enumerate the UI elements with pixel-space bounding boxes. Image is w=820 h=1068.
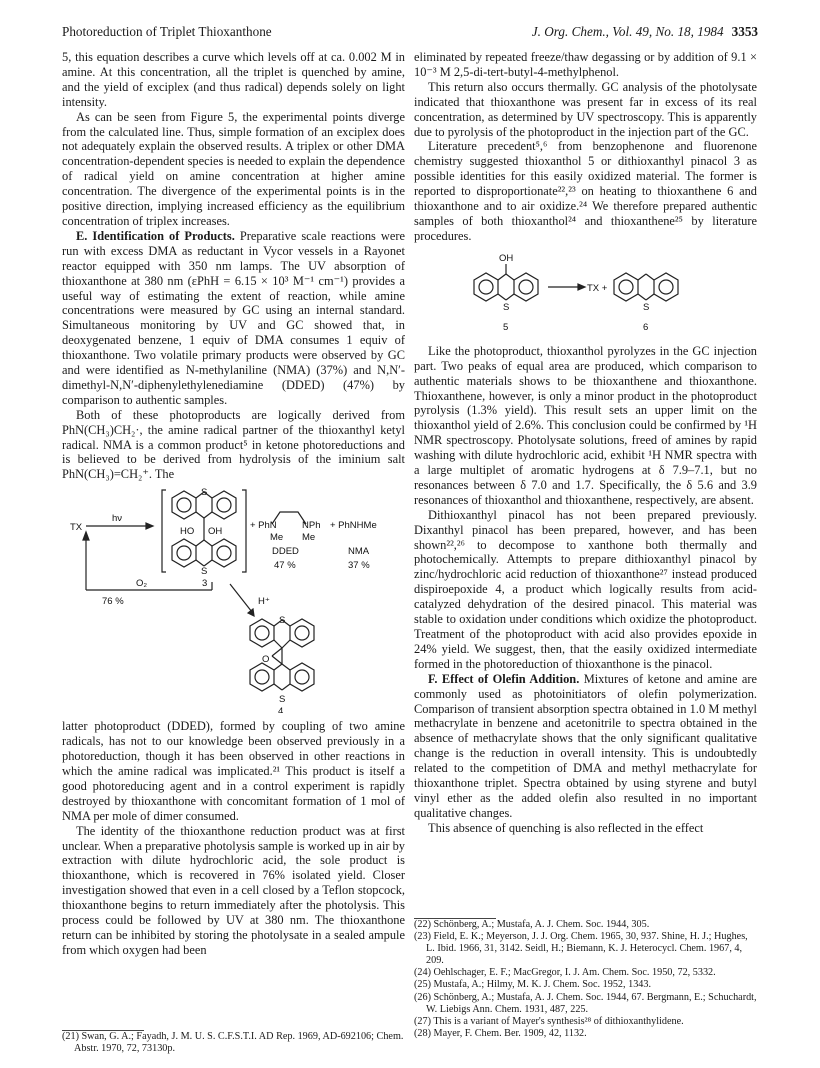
scheme-label-s: S	[201, 488, 208, 499]
paragraph: Literature precedent⁵,⁶ from benzophenone and fluorenone chemistry suggested thioxanthol 5 or dithioxanthyl pinacol 3 as possible identities for this easily oxidized material. The former is reported to disproportionate²²,²³ on heating to thioxanthene 6 and thioxanthone and to air oxidize.²⁴ We therefore prepared authentic samples of both thioxanthol²⁴ and thioxanthene²⁵ by literature procedures.	[414, 139, 757, 243]
footnotes-left	[62, 1024, 405, 1055]
scheme-label-nma-yield: 37 %	[348, 560, 370, 572]
footnote: (25) Mustafa, A.; Hilmy, M. K. J. Chem. Soc. 1952, 1343.	[414, 979, 652, 991]
section-f-text: Mixtures of ketone and amine are commonly used as photoinitiators of olefin polymerization. Comparison of transient absorption spectra obtained in 1.0 M methyl methacrylate in benzene and acetonitrile to spectra obtained in the absence of methacrylate shows that the only significant qualitative change is the reduction in overall intensity. This is undoubtedly related to the competition of DMA and methyl methacrylate for thioxanthone triplet. Spectra obtained by using styrene and butyl vinyl ether as the added olefin also resulted in no important qualitative changes.	[414, 671, 757, 820]
scheme2-label-oh: OH	[499, 252, 514, 264]
paragraph: Like the photoproduct, thioxanthol pyrolyzes in the GC injection part. Two peaks of equal area are produced, which comparison to authentic materials shows to be thioxanthene and thioxanthone. Thioxanthene, however, is only a minor product in the photoproduct pyrolysis (1.3% yield). This result sets an upper limit on the thioxanthol yield of 2.6%. This conclusion could be confirmed by ¹H NMR spectroscopy. Photolysate solutions, freed of amines by rapid washing with dilute hydrochloric acid, exhibit ¹H NMR spectra with a large multiplet of aromatic hydrogens at δ 7.9–7.1, but no resonances between δ 7.0 and 1.7. Specifically, the δ 5.6 and 3.9 resonances of thioxanthol and thioxanthene, respectively, are absent.	[414, 343, 757, 507]
scheme-label-dded: DDED	[272, 546, 299, 558]
scheme-1-drawing	[62, 488, 405, 713]
section-heading-f: F. Effect of Olefin Addition.	[428, 671, 580, 686]
scheme-label-s: S	[201, 566, 208, 578]
scheme-2-drawing	[414, 250, 757, 336]
scheme-label-phnhme: + PhNHMe	[330, 520, 377, 532]
reaction-scheme-1	[62, 488, 405, 713]
scheme-label-tx: TX	[70, 522, 83, 534]
scheme2-label-5: 5	[503, 321, 509, 333]
paragraph: 5, this equation describes a curve which levels off at ca. 0.002 M in amine. At this concentration, all the triplet is quenched by amine, and the yield of exciplex (and thus radical) depends solely on light intensity.	[62, 50, 405, 109]
scheme-label-3: 3	[202, 578, 208, 590]
scheme-label-oh: OH	[208, 526, 223, 538]
scheme-label-o2: O₂	[136, 578, 148, 590]
scheme-label-hplus: H⁺	[258, 596, 270, 608]
footnotes-right	[414, 912, 757, 1040]
reaction-scheme-2	[414, 250, 757, 336]
scheme-label-me: Me	[270, 532, 284, 544]
scheme2-label-s: S	[643, 301, 650, 313]
paragraph: latter photoproduct (DDED), formed by coupling of two amine radicals, has not to our knowledge been observed previously in a photoreduction, though it has been observed in other reactions in which the amine radical was implicated.²¹ This product is itself a good photoreducing agent and in a control experiment is rapidly destroyed by thioxanthone with concomitant formation of 1 mol of NMA per mole of dimer consumed.	[62, 719, 405, 823]
journal-reference: J. Org. Chem., Vol. 49, No. 18, 1984	[531, 24, 724, 39]
scheme2-label-6: 6	[643, 321, 649, 333]
paragraph: Both of these photoproducts are logically derived from PhN(CH₃)CH₂·, the amine radical partner of the thioxanthyl ketyl radical. NMA is a common product⁵ in ketone photoreductions and is believed to be derived from hydrolysis of the iminium salt PhN(CH₃)=CH₂⁺. The	[62, 407, 405, 482]
scheme-label-hv: hν	[112, 513, 123, 525]
section-heading-e: E. Identification of Products.	[76, 228, 235, 243]
scheme-label-tx-yield: 76 %	[102, 596, 124, 608]
footnote: (28) Mayer, F. Chem. Ber. 1909, 42, 1132.	[414, 1027, 587, 1039]
scheme-label-nph: NPh	[302, 520, 321, 532]
paragraph: Dithioxanthyl pinacol has not been prepared previously. Dixanthyl pinacol has been prepared, however, and has been shown²²,²⁶ to decompose to xanthone both thermally and photochemically. Attempts to prepare dithioxanthyl pinacol by zinc/hydrochloric acid reduction of thioxanthone²⁷ instead produced dispiroepoxide 4, a product which logically results from acid-catalyzed dehydration of the desired pinacol. This material was stable to oxidation under conditions which oxidize the photoproduct. Treatment of the photoproduct with acid also provides epoxide in 24% yield. We suggest, then, that the easily oxidized intermediate formed in the photoreduction of thioxanthone is the pinacol.	[414, 507, 757, 671]
scheme-label-s: S	[279, 615, 286, 627]
scheme-label-me: Me	[302, 532, 316, 544]
scheme-label-phn: + PhN	[250, 520, 277, 532]
paragraph: eliminated by repeated freeze/thaw degassing or by addition of 9.1 × 10⁻³ M 2,5-di-tert-butyl-4-methylphenol.	[414, 50, 757, 79]
section-e-text: Preparative scale reactions were run with excess DMA as reductant in Vycor vessels in a Rayonet reactor equipped with 350 nm lamps. The UV absorption of thioxanthone at 380 nm (εPhH = 6.15 × 10³ M⁻¹ cm⁻¹) provides a useful way of estimating the extent of reaction, while amine concentrations were measured by GC using an internal standard. Simultaneous monitoring by UV and GC showed that, in deoxygenated benzene, 1 equiv of DMA consumes 1 equiv of thioxanthone. Two volatile primary products were observed by GC and were identified as N-methylaniline (NMA) (37%) and N,N′-dimethyl-N,N′-diphenylethylenediamine (DDED) (47%) by comparison to authentic samples.	[62, 228, 405, 407]
scheme-label-o: O	[262, 654, 270, 666]
footnote: (26) Schönberg, A.; Mustafa, A. J. Chem. Soc. 1944, 67. Bergmann, E.; Schuchardt, W. Liebigs Ann. Chem. 1931, 487, 225.	[414, 991, 757, 1015]
footnote: (22) Schönberg, A.; Mustafa, A. J. Chem. Soc. 1944, 305.	[414, 919, 650, 930]
journal-citation	[532, 24, 758, 40]
paragraph: This return also occurs thermally. GC analysis of the photolysate indicated that thioxanthone was present far in excess of its real concentration, as determined by UV spectroscopy. This is apparently due to pyrolysis of the photoproduct in the injection part of the GC.	[414, 79, 757, 139]
footnote: (23) Field, E. K.; Meyerson, J. J. Org. Chem. 1965, 30, 937. Shine, H. J.; Hughes, L. Ibid. 1966, 31, 3142. Seidl, H.; Biemann, K. J. Heterocycl. Chem. 1967, 4, 209.	[414, 931, 748, 967]
scheme2-label-s: S	[503, 301, 510, 313]
scheme-label-ho: HO	[180, 526, 195, 538]
paragraph: The identity of the thioxanthone reduction product was at first unclear. When a preparative photolysis sample is worked up in air by extraction with dilute hydrochloric acid, the sole product is thioxanthone, which is recovered in 76% isolated yield. Closer investigation showed that even in a cell closed by a Teflon stopcock, thioxanthone begins to return immediately after the photolysis. This process could be followed by UV at 380 nm. The thioxanthone return can be inhibited by storing the photolysate in a sealed ampule from which oxygen had been	[62, 823, 405, 957]
scheme-label-nma: NMA	[348, 546, 370, 558]
footnote: (21) Swan, G. A.; Fayadh, J. M. U. S. C.F.S.T.I. AD Rep. 1969, AD-692106; Chem. Abstr. 1970, 72, 73130p.	[62, 1031, 404, 1055]
paragraph: This absence of quenching is also reflected in the effect	[428, 820, 704, 835]
footnote: (27) This is a variant of Mayer's synthesis²⁸ of dithioxanthylidene.	[414, 1015, 684, 1027]
paragraph	[414, 672, 757, 821]
scheme-label-4: 4	[278, 706, 284, 714]
page-number: 3353	[731, 24, 758, 39]
running-title: Photoreduction of Triplet Thioxanthone	[62, 24, 272, 39]
paragraph	[62, 229, 405, 408]
right-column	[414, 50, 757, 836]
paragraph: As can be seen from Figure 5, the experimental points diverge from the calculated line. Thus, simple formation of an exciplex does not adequately explain the observed results. A triplex or other DMA concentration-dependent species is needed to explain the dependence of radical yield on amine concentration at higher amine concentration. The divergence of the experimental points is in the positive direction, implying increased efficiency as the equilibrium concentration of triplex increases.	[62, 109, 406, 228]
scheme-label-s: S	[279, 694, 286, 706]
scheme-label-dded-yield: 47 %	[274, 560, 296, 572]
left-column	[62, 50, 405, 958]
footnote: (24) Oehlschager, E. F.; MacGregor, I. J. Am. Chem. Soc. 1950, 72, 5332.	[414, 967, 716, 979]
scheme2-label-tx: TX +	[587, 282, 608, 294]
